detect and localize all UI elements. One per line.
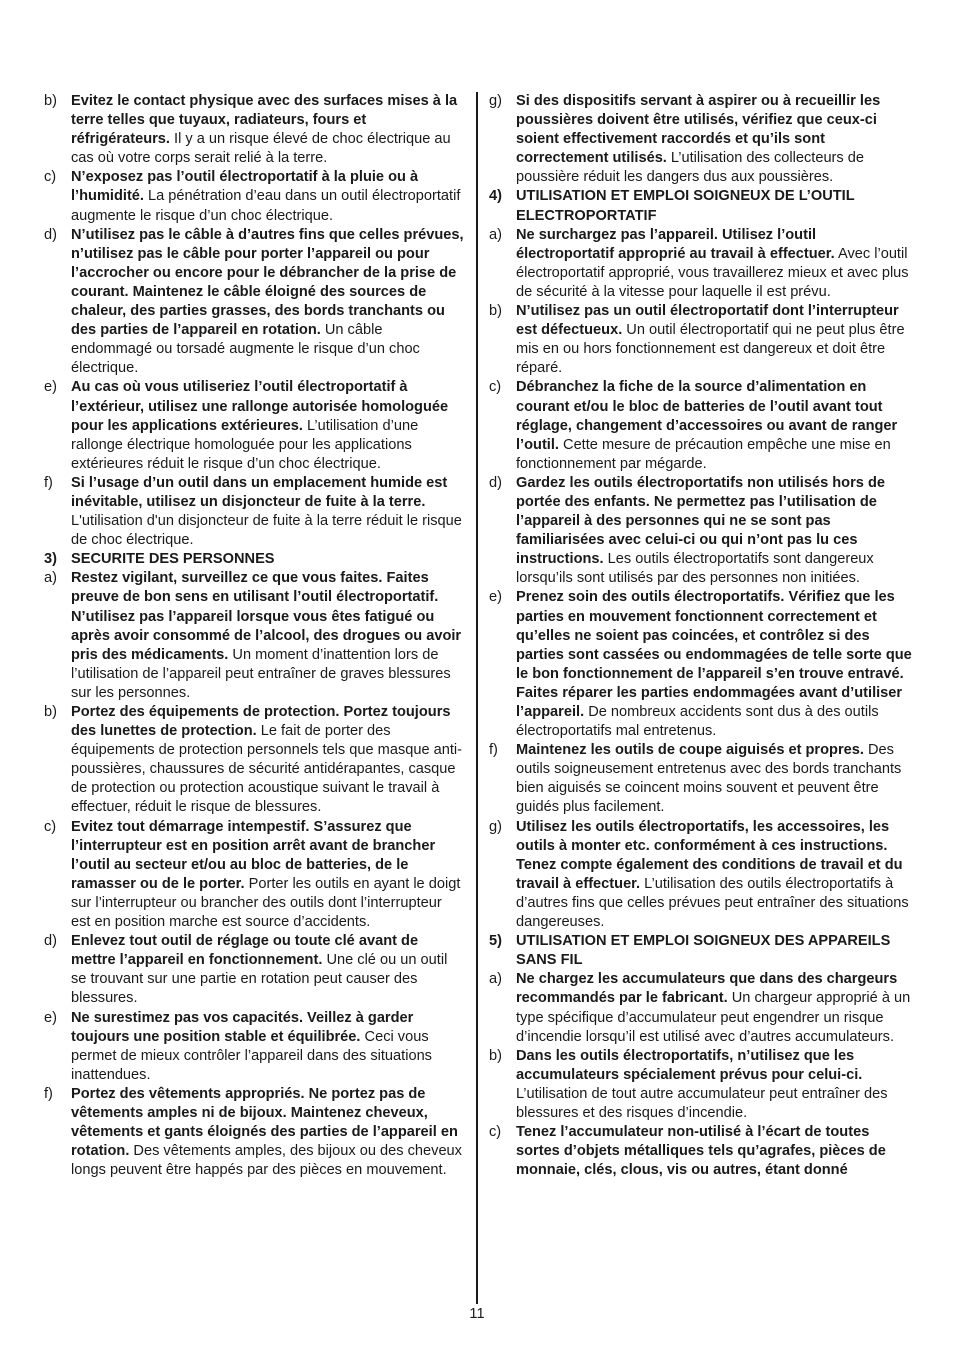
list-item [489, 92, 914, 187]
list-item [44, 474, 464, 550]
item-marker: d) [489, 474, 502, 491]
item-bold-text: Enlevez tout outil de réglage ou toute clé avant de mettre l’appareil en fonctionnement. [71, 933, 419, 969]
item-marker: g) [489, 93, 502, 109]
item-marker: c) [489, 379, 502, 396]
item-text [516, 1123, 914, 1180]
item-body-text: De nombreux accidents sont dus à des outils électroportatifs mal entretenus. [516, 704, 879, 740]
item-body-text: L’utilisation des collecteurs de poussière réduit les dangers dus aux poussières. [516, 150, 865, 186]
item-text [516, 474, 914, 589]
item-body-text: Il y a un risque élevé de choc électrique au cas où votre corps serait relié à la terre. [71, 131, 451, 167]
item-bold-text: Prenez soin des outils électroportatifs. Vérifiez que les parties en mouvement fonctionnent correctement et qu’elles ne soient pas coincées, et contrôlez si des parties sont cassées ou endommagées de telle sorte que le bon fonctionnement de l’appareil s’en trouve entravé. Faites réparer les parties endommagées avant d’utiliser l’appareil. [516, 589, 912, 720]
section-heading [489, 187, 914, 225]
item-bold-text: Tenez l’accumulateur non-utilisé à l’écart de toutes sortes d’objets métalliques tels qu’agrafes, pièces de monnaie, clés, clous, vis ou autres, étant donné [516, 1124, 886, 1179]
item-bold-text: Débranchez la fiche de la source d’alimentation en courant et/ou le bloc de batteries de l’outil avant tout réglage, changement d’accessoires ou avant de ranger l’outil. [516, 379, 898, 453]
item-body-text: Des vêtements amples, des bijoux ou des cheveux longs peuvent être happés par des pièces en mouvement. [71, 1143, 462, 1179]
item-text [71, 1085, 464, 1180]
list-item [44, 226, 464, 379]
page-number: 11 [469, 1306, 485, 1322]
item-marker: 4) [489, 188, 502, 205]
item-text [516, 302, 914, 378]
item-marker: c) [44, 818, 57, 835]
item-body-text: Un moment d’inattention lors de l’utilisation de l’appareil peut entraîner de graves blessures sur les personnes. [71, 646, 451, 701]
list-item [489, 226, 914, 302]
item-marker: d) [44, 933, 57, 950]
item-body-text: Un chargeur approprié à un type spécifique d’accumulateur peut engendrer un risque d’incendie lorsqu’il est utilisé avec d’autres accumulateurs. [516, 990, 911, 1045]
list-item [489, 970, 914, 1046]
item-body-text: La pénétration d’eau dans un outil électroportatif augmente le risque d’un choc électrique. [71, 188, 461, 224]
item-text [71, 703, 464, 818]
item-text [71, 932, 464, 1008]
item-marker: e) [44, 1009, 57, 1026]
list-item [44, 1009, 464, 1085]
list-item [44, 378, 464, 473]
item-bold-text: Evitez le contact physique avec des surfaces mises à la terre telles que tuyaux, radiateurs, fours et réfrigérateurs. [71, 93, 458, 148]
item-body-text: Le fait de porter des équipements de protection personnels tels que masque anti-poussières, chaussures de sécurité antidérapantes, casque de protection ou protection acoustique suivant le travail à effectuer, réduit le risque de blessures. [71, 723, 463, 816]
item-text [516, 741, 914, 817]
item-bold-text: Si des dispositifs servant à aspirer ou à recueillir les poussières doivent être utilisés, vérifiez que ceux-ci soient effectivement raccordés et qu’ils sont correctement utilisés. [516, 93, 881, 167]
list-item [489, 818, 914, 933]
item-bold-text: Restez vigilant, surveillez ce que vous faites. Faites preuve de bon sens en utilisant l’outil électroportatif. N’utilisez pas l’appareil lorsque vous êtes fatigué ou après avoir consommé de l’alcool, des drogues ou avoir pris des médicaments. [71, 570, 462, 663]
item-marker: f) [44, 1085, 53, 1102]
item-marker: c) [44, 169, 57, 186]
item-text [516, 1047, 914, 1123]
item-text [71, 1009, 464, 1085]
list-item [44, 818, 464, 933]
list-item [44, 569, 464, 703]
item-body-text: L’utilisation d’une rallonge électrique homologuée pour les applications extérieures réduit le risque d’un choc électrique. [71, 417, 419, 472]
item-text [516, 588, 914, 741]
item-marker: a) [489, 226, 502, 243]
list-item [44, 1085, 464, 1180]
item-body-text: L'utilisation d'un disjoncteur de fuite à la terre réduit le risque de choc électrique. [71, 513, 462, 549]
item-bold-text: Portez des équipements de protection. Portez toujours des lunettes de protection. [71, 704, 451, 740]
item-marker: b) [44, 704, 57, 720]
item-bold-text: Ne surestimez pas vos capacités. Veillez à garder toujours une position stable et équilibrée. [71, 1009, 414, 1045]
item-text [71, 818, 464, 933]
item-body-text: Cette mesure de précaution empêche une mise en fonctionnement par mégarde. [516, 436, 891, 472]
list-item [489, 302, 914, 378]
item-text [516, 92, 914, 187]
section-heading [489, 932, 914, 970]
item-marker: e) [44, 379, 57, 396]
item-marker: b) [44, 93, 57, 109]
item-body-text: Ceci vous permet de mieux contrôler l’appareil dans des situations inattendues. [71, 1028, 432, 1083]
item-text [71, 474, 464, 550]
item-body-text: L’utilisation des outils électroportatifs à d’autres fins que celles prévues peut entraîner des situations dangereuses. [516, 875, 909, 931]
item-body-text: Une clé ou un outil se trouvant sur une partie en rotation peut causer des blessures. [71, 952, 448, 1007]
item-text [71, 378, 464, 473]
item-marker: 5) [489, 933, 502, 950]
item-marker: a) [489, 971, 502, 988]
item-text: SECURITE DES PERSONNES [71, 551, 275, 568]
list-item [44, 168, 464, 225]
item-text [516, 226, 914, 302]
list-item [44, 703, 464, 818]
item-marker: 3) [44, 551, 57, 568]
section-heading [44, 550, 464, 569]
item-body-text: Un câble endommagé ou torsadé augmente le risque d’un choc électrique. [71, 322, 420, 377]
item-marker: f) [489, 742, 498, 759]
list-item [489, 588, 914, 741]
item-bold-text: Maintenez les outils de coupe aiguisés et propres. [516, 742, 864, 759]
item-text [71, 226, 464, 379]
item-body-text: L’utilisation de tout autre accumulateur peut entraîner des blessures et des risques d’incendie. [516, 1085, 888, 1121]
list-item [489, 1123, 914, 1180]
item-marker: a) [44, 570, 57, 587]
list-item [489, 1047, 914, 1123]
item-text [71, 569, 464, 703]
list-item [489, 741, 914, 817]
item-bold-text: Ne chargez les accumulateurs que dans des chargeurs recommandés par le fabricant. [516, 971, 898, 1007]
item-marker: b) [489, 303, 502, 320]
item-body-text: Un outil électroportatif qui ne peut plus être mis en ou hors fonctionnement est dangereux et doit être réparé. [516, 322, 905, 377]
column-divider [476, 92, 478, 1304]
list-item [489, 474, 914, 589]
item-body-text: Porter les outils en ayant le doigt sur l’interrupteur ou brancher des outils dont l’interrupteur est en position marche est source d’accidents. [71, 875, 461, 931]
item-marker: f) [44, 474, 53, 491]
item-bold-text: Ne surchargez pas l’appareil. Utilisez l’outil électroportatif approprié au travail à effectuer. [516, 226, 835, 262]
item-body-text: Des outils soigneusement entretenus avec des bords tranchants bien aiguisés se coincent moins souvent et peuvent être guidés plus facilement. [516, 742, 902, 816]
item-bold-text: Utilisez les outils électroportatifs, les accessoires, les outils à monter etc. conformément à ces instructions. Tenez compte également des conditions de travail et du travail à effectuer. [516, 818, 903, 892]
list-item [44, 932, 464, 1008]
item-marker: b) [489, 1047, 502, 1064]
item-marker: g) [489, 818, 502, 835]
item-bold-text: N’exposez pas l’outil électroportatif à la pluie ou à l’humidité. [71, 169, 419, 205]
item-text [516, 378, 914, 473]
item-marker: d) [44, 226, 57, 243]
item-bold-text: N’utilisez pas le câble à d’autres fins que celles prévues, n’utilisez pas le câble pour porter l’appareil ou pour l’accrocher ou encore pour le débrancher de la prise de courant. Maintenez le câble éloigné des sources de chaleur, des parties grasses, des bords tranchants ou des parties de l’appareil en rotation. [71, 226, 464, 339]
item-text: UTILISATION ET EMPLOI SOIGNEUX DE L’OUTIL ELECTROPORTATIF [516, 188, 855, 224]
item-bold-text: Si l’usage d’un outil dans un emplacement humide est inévitable, utilisez un disjoncteur de fuite à la terre. [71, 474, 448, 510]
item-bold-text: Evitez tout démarrage intempestif. S’assurez que l’interrupteur est en position arrêt avant de brancher l’outil au secteur et/ou au bloc de batteries, de le ramasser ou de le porter. [71, 818, 436, 892]
item-text: UTILISATION ET EMPLOI SOIGNEUX DES APPAREILS SANS FIL [516, 933, 891, 969]
item-bold-text: Gardez les outils électroportatifs non utilisés hors de portée des enfants. Ne permettez pas l’utilisation de l’appareil à des personnes qui ne se sont pas familiarisées avec celui-ci ou qui n’ont pas lu ces instructions. [516, 474, 885, 568]
item-text [516, 970, 914, 1046]
list-item [44, 92, 464, 168]
item-body-text: Avec l’outil électroportatif approprié, vous travaillerez mieux et avec plus de sécurité à la vitesse pour laquelle il est prévu. [516, 245, 909, 300]
item-bold-text: Dans les outils électroportatifs, n’utilisez que les accumulateurs spécialement prévus pour celui-ci. [516, 1047, 863, 1083]
item-marker: c) [489, 1124, 502, 1141]
item-text [516, 818, 914, 933]
item-bold-text: Portez des vêtements appropriés. Ne portez pas de vêtements amples ni de bijoux. Maintenez cheveux, vêtements et gants éloignés des parties de l’appareil en rotation. [71, 1085, 458, 1160]
item-bold-text: Au cas où vous utiliseriez l’outil électroportatif à l’extérieur, utilisez une rallonge autorisée homologuée pour les applications extérieures. [71, 379, 449, 434]
right-column [489, 92, 914, 1180]
item-text [71, 168, 464, 225]
item-text [71, 92, 464, 168]
item-body-text: Les outils électroportatifs sont dangereux lorsqu’ils sont utilisés par des personnes non initiées. [516, 551, 874, 587]
item-marker: e) [489, 589, 502, 606]
item-bold-text: N’utilisez pas un outil électroportatif dont l’interrupteur est défectueux. [516, 303, 899, 339]
left-column [44, 92, 464, 1180]
list-item [489, 378, 914, 473]
